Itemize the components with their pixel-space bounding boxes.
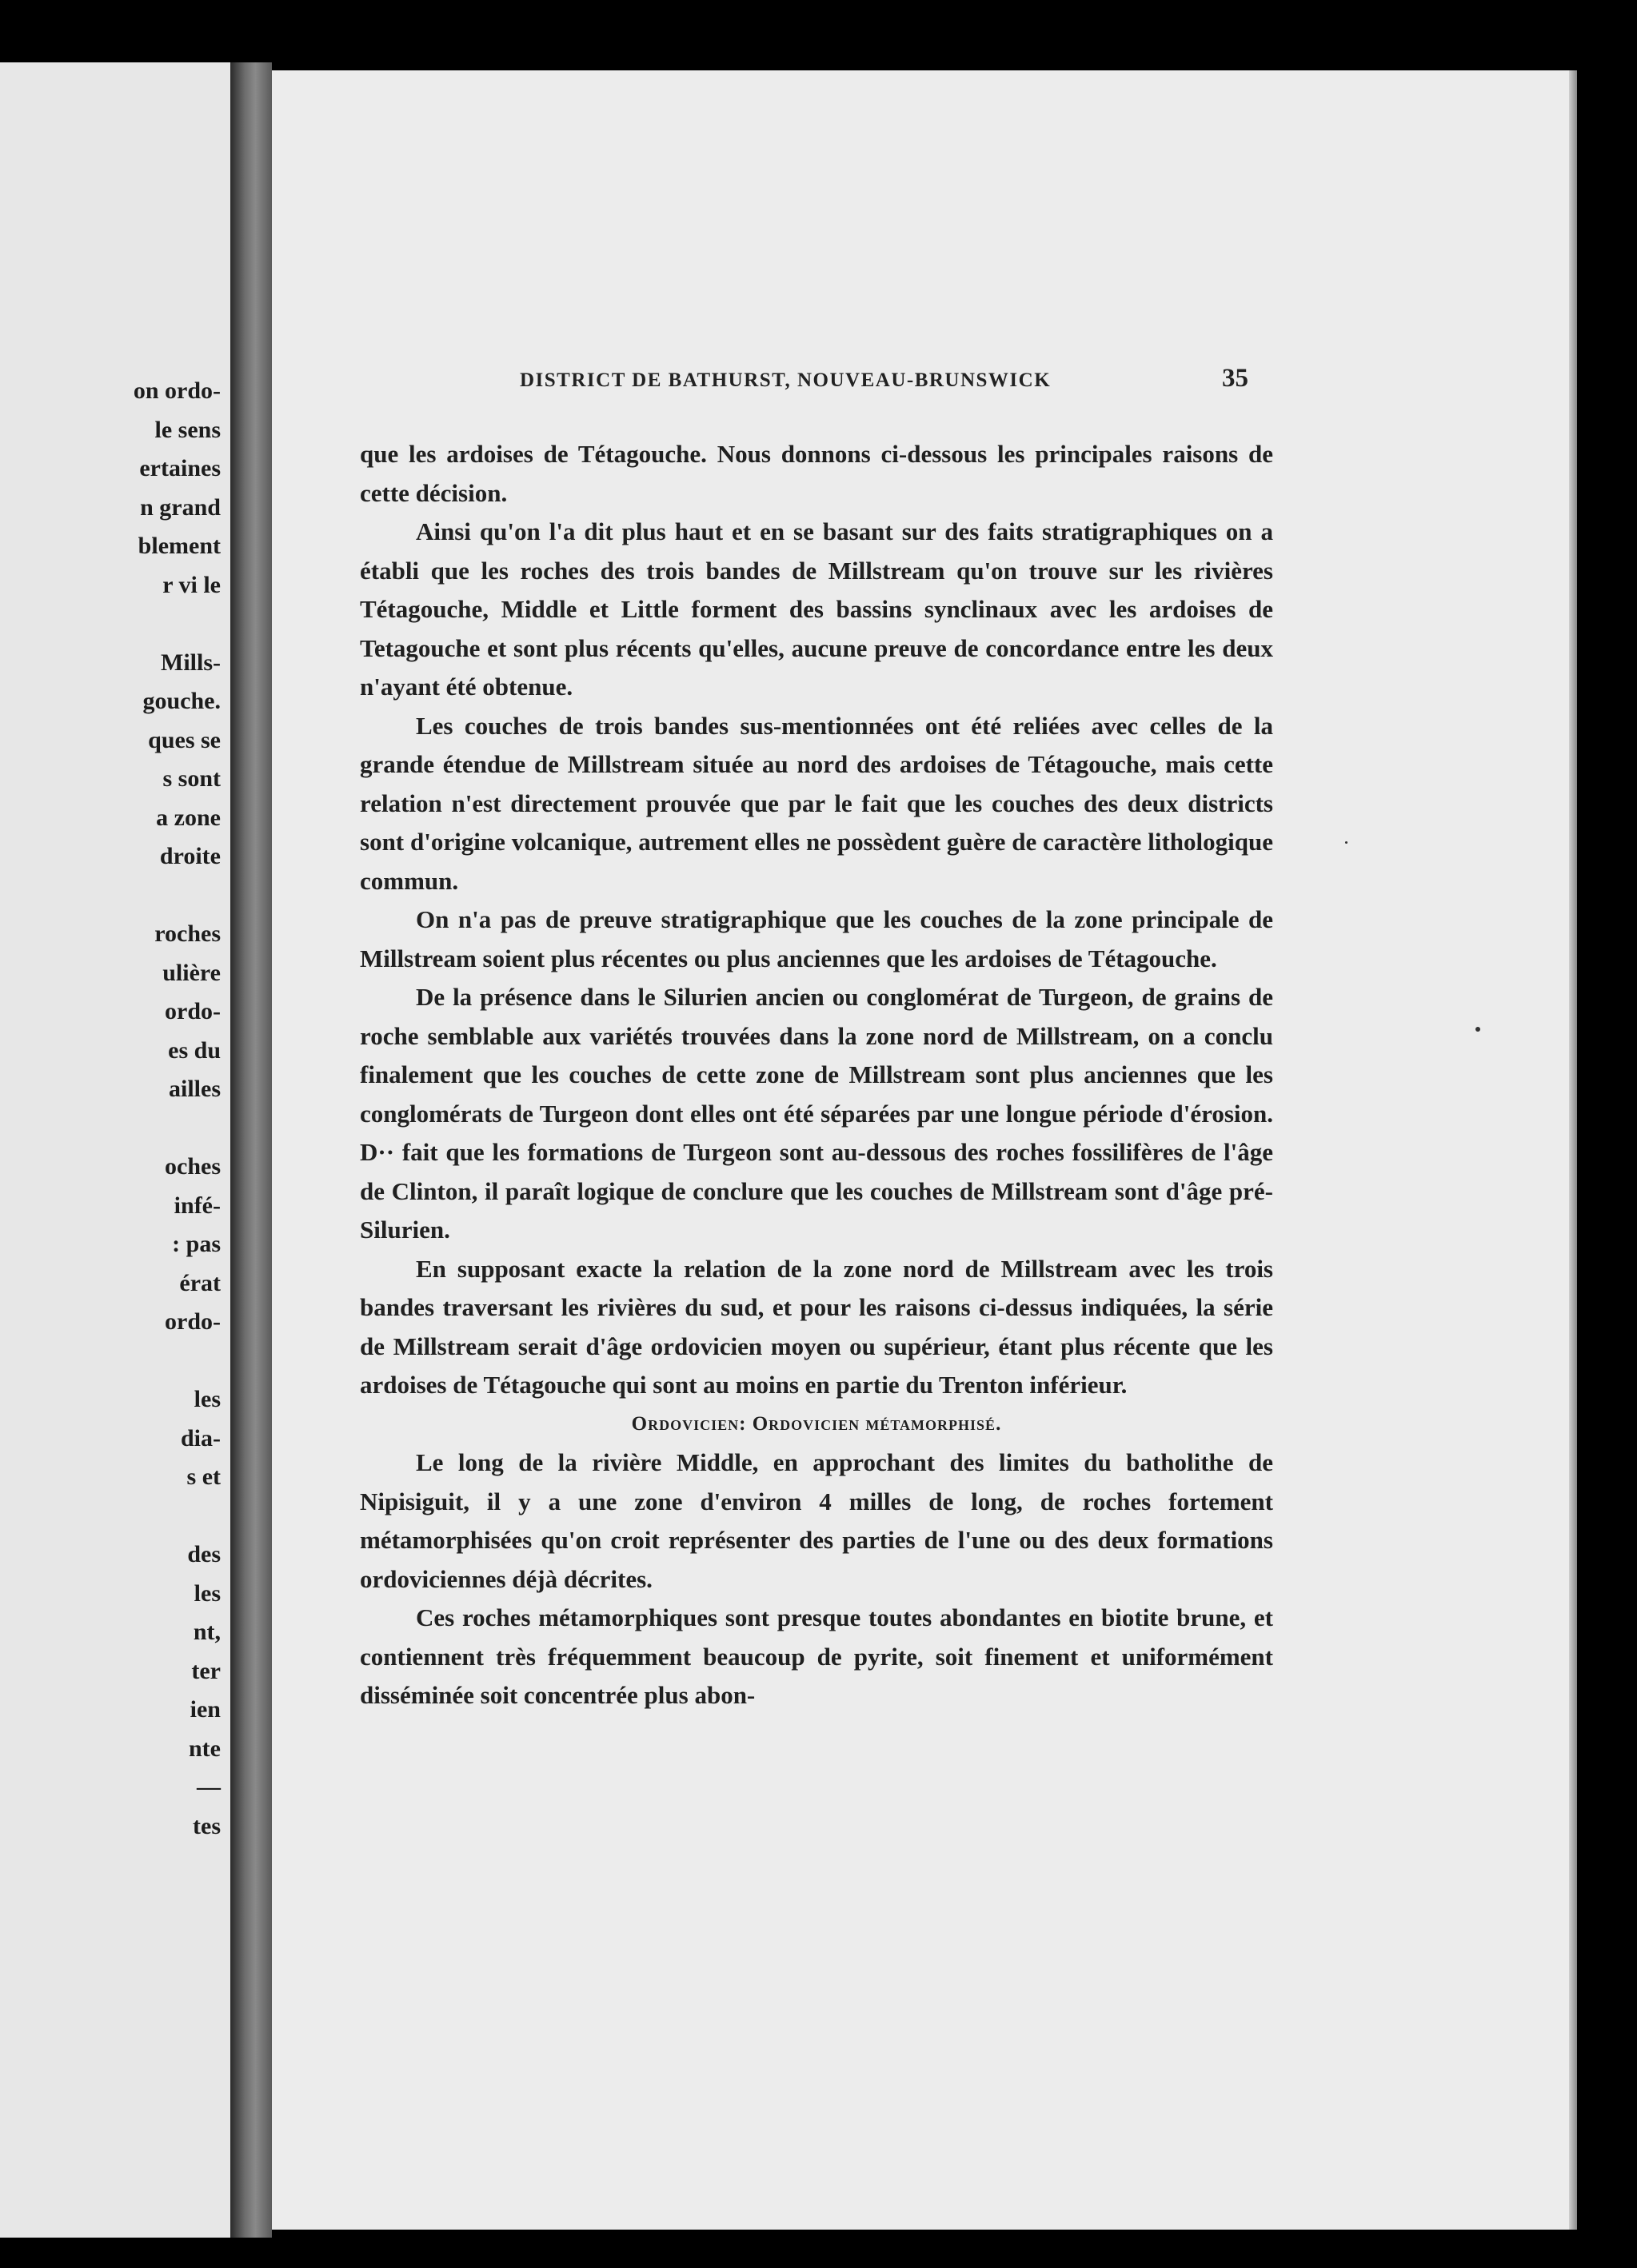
left-page-line: gouche. [142, 688, 221, 714]
left-page-line: le sens [154, 416, 221, 443]
paragraph: En supposant exacte la relation de la zone nord de Millstream avec les trois bandes traversant les rivières du sud, et pour les raisons ci-dessus indiquées, la série de Millstream serait d'âge ordovicien moyen ou supérieur, étant plus récente que les ardoises de Tétagouche qui sont au moins en partie du Trenton inférieur. [360, 1254, 1273, 1399]
left-page-line: ques se [148, 726, 221, 753]
left-page-line: ien [190, 1696, 221, 1723]
paragraph: Ainsi qu'on l'a dit plus haut et en se basant sur des faits stratigraphiques on a établi que les roches des trois bandes de Millstream qu'on trouve sur les rivières Tétagouche, Middle et Little forment des bassins synclinaux avec les ardoises de Tetagouche et sont plus récents qu'elles, aucune preuve de concordance entre les deux n'ayant été obtenue. [360, 517, 1273, 701]
paragraph: Les couches de trois bandes sus-mentionnées ont été reliées avec celles de la grande étendue de Millstream située au nord des ardoises de Tétagouche, mais cette relation n'est directement prouvée que par le fait que les couches des deux districts sont d'origine volcanique, autrement elles ne possèdent guère de caractère lithologique commun. [360, 711, 1273, 895]
page-edge [1569, 70, 1577, 2230]
left-page-line: es du [168, 1036, 221, 1064]
left-page-line: infé- [174, 1192, 221, 1219]
speck-mark [1345, 841, 1348, 844]
left-page-line: ertaines [139, 455, 221, 481]
left-page-line: droite [159, 843, 221, 869]
book-gutter [230, 62, 272, 2238]
left-page-line: les [194, 1579, 221, 1607]
paragraph: On n'a pas de preuve stratigraphique que les couches de la zone principale de Millstream soient plus récentes ou plus anciennes que les ardoises de Tétagouche. [360, 905, 1273, 972]
left-page-line: s sont [162, 765, 221, 792]
left-page-line: nte [189, 1735, 221, 1762]
paragraph: De la présence dans le Silurien ancien ou conglomérat de Turgeon, de grains de roche semblable aux variétés trouvées dans la zone nord de Millstream, on a conclu finalement que les couches de cette zone de Millstream sont plus anciennes que les conglomérats de Turgeon dont elles ont été séparées par une longue période d'érosion. D·· fait que les formations de Turgeon sont au-dessous des roches fossilifères de l'âge de Clinton, il paraît logique de conclure que les couches de Millstream sont d'âge pré-Silurien. [360, 983, 1273, 1244]
running-head: DISTRICT DE BATHURST, NOUVEAU-BRUNSWICK [520, 369, 1052, 391]
left-page-line: érat [179, 1269, 221, 1296]
left-page-line: Mills- [161, 649, 221, 676]
left-page-line: ordo- [165, 998, 221, 1024]
left-page-line: n grand [140, 493, 221, 521]
left-page-line: on ordo- [133, 377, 221, 404]
left-page-line: r vi le [162, 571, 221, 598]
left-page-line: nt, [193, 1619, 221, 1645]
left-page-line: tes [193, 1812, 221, 1839]
left-page-line: a zone [156, 804, 221, 831]
paragraph: Le long de la rivière Middle, en approchant des limites du batholithe de Nipisiguit, il y a une zone d'environ 4 milles de long, de roches fortement métamorphisées qu'on croit représenter des parties de l'une ou des deux formations ordoviciennes déjà décrites. [360, 1448, 1273, 1593]
left-page-line: blement [138, 533, 221, 559]
left-page-line: : pas [172, 1231, 221, 1257]
left-page-line: ter [191, 1657, 221, 1684]
left-page-line: ulière [162, 959, 221, 986]
left-page-line: ailles [169, 1076, 221, 1102]
left-page-line: — [197, 1774, 221, 1800]
left-page [0, 62, 230, 2238]
paragraph: que les ardoises de Tétagouche. Nous donnons ci-dessous les principales raisons de cette décision. [360, 440, 1273, 507]
speck-mark [1475, 1027, 1480, 1032]
left-page-line: s et [186, 1463, 221, 1490]
paragraph: Ces roches métamorphiques sont presque toutes abondantes en biotite brune, et contiennent très fréquemment beaucoup de pyrite, soit finement et uniformément disséminée soit concentrée plus abon- [360, 1603, 1273, 1709]
left-page-line: roches [154, 920, 221, 947]
left-page-line: dia- [180, 1424, 221, 1451]
left-page-line: oches [165, 1153, 221, 1180]
page-body [360, 435, 1273, 1715]
left-page-line: des [187, 1541, 221, 1567]
left-page-line: ordo- [165, 1308, 221, 1335]
page-number: 35 [1222, 364, 1248, 393]
section-heading: Ordovicien: Ordovicien métamorphisé. [631, 1412, 1002, 1435]
left-page-line: les [194, 1386, 221, 1412]
